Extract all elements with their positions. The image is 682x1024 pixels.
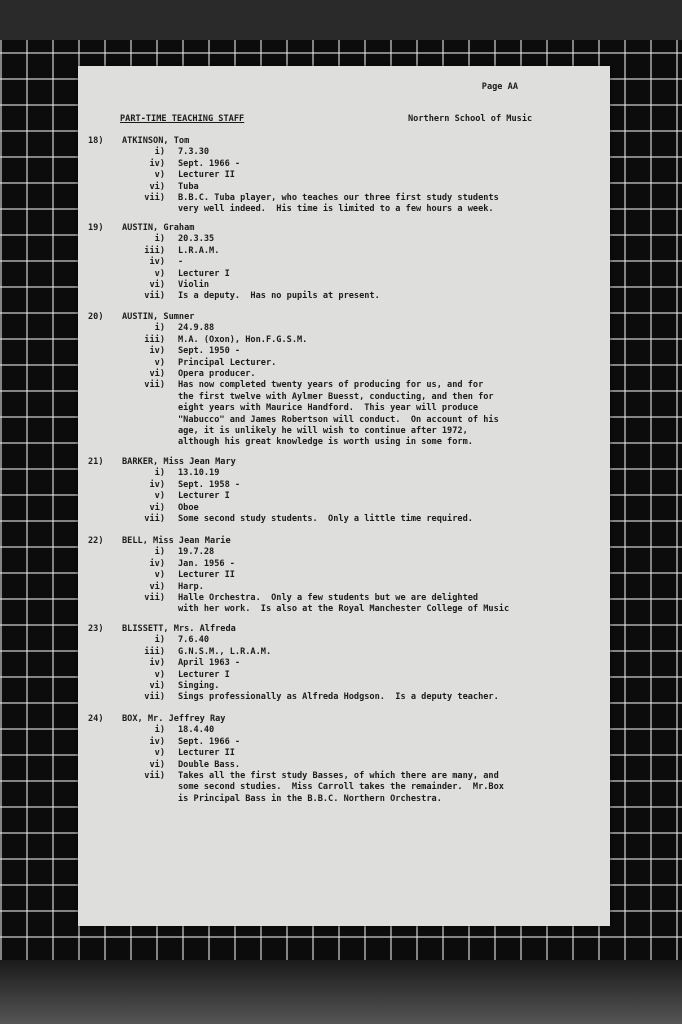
item-text: Some second study students. Only a little time required. <box>178 514 473 524</box>
entry-name: AUSTIN, Graham <box>122 223 195 233</box>
item-numeral: vii) <box>144 291 165 302</box>
entry-number: 21) <box>88 457 104 467</box>
item-numeral: iii) <box>144 646 165 657</box>
item-text: Lecturer I <box>178 491 230 502</box>
item-numeral: vi) <box>149 581 165 592</box>
item-text: Lecturer I <box>178 268 230 279</box>
item-numeral: iv) <box>149 736 165 747</box>
item-text: Halle Orchestra. Only a few students but we are delighted <box>178 593 479 603</box>
entry-number: 24) <box>88 714 104 724</box>
item-text: M.A. (Oxon), Hon.F.G.S.M. <box>178 334 308 345</box>
entry-name: BOX, Mr. Jeffrey Ray <box>122 714 226 724</box>
entry-number: 20) <box>88 312 104 322</box>
item-numeral: v) <box>154 570 165 581</box>
item-numeral: v) <box>154 268 165 279</box>
item-numeral: iv) <box>149 558 165 569</box>
backdrop-bottom <box>0 960 682 1024</box>
item-text: Lecturer II <box>178 570 235 581</box>
item-numeral: iv) <box>149 158 165 169</box>
item-numeral: i) <box>154 635 165 646</box>
entry-number: 23) <box>88 624 104 634</box>
item-numeral: i) <box>154 547 165 558</box>
item-text: 7.6.40 <box>178 635 210 646</box>
item-text: Double Bass. <box>178 759 241 770</box>
item-text: age, it is unlikely he will wish to continue after 1972, <box>178 426 468 436</box>
item-text: Sings professionally as Alfreda Hodgson. Is a deputy teacher. <box>178 692 499 703</box>
item-text: is Principal Bass in the B.B.C. Northern Orchestra. <box>178 793 442 804</box>
item-numeral: vii) <box>144 593 165 603</box>
item-numeral: v) <box>154 357 165 368</box>
item-numeral: iv) <box>149 257 165 268</box>
school-name: Northern School of Music <box>408 114 533 124</box>
entry-name: AUSTIN, Sumner <box>122 312 195 322</box>
item-text: April 1963 - <box>178 658 241 669</box>
item-text: Tuba <box>178 181 199 192</box>
page-number: Page AA <box>481 82 518 92</box>
item-text: 13.10.19 <box>178 468 220 479</box>
item-text: Singing. <box>178 681 220 691</box>
item-text: Sept. 1966 - <box>178 736 241 747</box>
item-numeral: v) <box>154 669 165 680</box>
item-numeral: vi) <box>149 280 165 290</box>
item-text: - <box>178 257 184 268</box>
item-numeral: v) <box>154 748 165 759</box>
item-text: 20.3.35 <box>178 234 215 245</box>
item-text: Jan. 1956 - <box>178 558 235 569</box>
item-numeral: iii) <box>144 334 165 345</box>
item-text: Violin <box>178 280 210 290</box>
item-numeral: i) <box>154 147 165 158</box>
item-text: Has now completed twenty years of producing for us, and for <box>178 380 484 391</box>
item-text: Takes all the first study Basses, of which there are many, and <box>178 771 499 781</box>
item-text: the first twelve with Aylmer Buesst, conducting, and then for <box>178 391 494 402</box>
item-numeral: vi) <box>149 181 165 192</box>
item-numeral: vii) <box>144 771 165 781</box>
entry-number: 22) <box>88 536 104 546</box>
entry-name: ATKINSON, Tom <box>122 136 190 146</box>
item-numeral: vii) <box>144 692 165 703</box>
entry-name: BLISSETT, Mrs. Alfreda <box>122 624 236 634</box>
item-text: 18.4.40 <box>178 725 215 736</box>
item-text: Opera producer. <box>178 369 256 379</box>
item-numeral: i) <box>154 234 165 245</box>
item-text: 7.3.30 <box>178 147 210 158</box>
entry-name: BARKER, Miss Jean Mary <box>122 457 236 467</box>
item-text: G.N.S.M., L.R.A.M. <box>178 646 272 657</box>
document-page <box>78 66 610 926</box>
item-text: Lecturer I <box>178 669 230 680</box>
item-numeral: v) <box>154 170 165 181</box>
item-text: Oboe <box>178 502 199 513</box>
item-text: with her work. Is also at the Royal Manchester College of Music <box>178 604 510 615</box>
item-numeral: vi) <box>149 502 165 513</box>
item-numeral: vii) <box>144 514 165 524</box>
item-text: Lecturer II <box>178 748 235 759</box>
item-text: "Nabucco" and James Robertson will conduct. On account of his <box>178 414 499 425</box>
item-numeral: vi) <box>149 369 165 379</box>
item-numeral: vii) <box>144 380 165 391</box>
item-text: Lecturer II <box>178 170 235 181</box>
item-text: although his great knowledge is worth using in some form. <box>178 437 473 448</box>
item-numeral: i) <box>154 725 165 736</box>
item-text: B.B.C. Tuba player, who teaches our three first study students <box>178 193 499 203</box>
item-text: Harp. <box>178 581 204 592</box>
item-numeral: iv) <box>149 658 165 669</box>
item-numeral: v) <box>154 491 165 502</box>
item-numeral: i) <box>154 468 165 479</box>
item-numeral: iv) <box>149 479 165 490</box>
item-text: Sept. 1966 - <box>178 158 241 169</box>
item-numeral: iii) <box>144 245 165 256</box>
item-numeral: vi) <box>149 759 165 770</box>
item-text: Principal Lecturer. <box>178 357 277 368</box>
entry-number: 19) <box>88 223 104 233</box>
item-text: eight years with Maurice Handford. This year will produce <box>178 403 479 414</box>
item-text: L.R.A.M. <box>178 245 220 256</box>
item-text: Sept. 1958 - <box>178 479 241 490</box>
item-text: 24.9.88 <box>178 323 215 334</box>
item-numeral: vii) <box>144 193 165 203</box>
item-text: Is a deputy. Has no pupils at present. <box>178 291 380 302</box>
item-numeral: i) <box>154 323 165 334</box>
section-title: PART-TIME TEACHING STAFF <box>120 114 245 124</box>
item-text: some second studies. Miss Carroll takes the remainder. Mr.Box <box>178 782 504 793</box>
item-text: 19.7.28 <box>178 547 215 558</box>
item-numeral: vi) <box>149 681 165 691</box>
entry-number: 18) <box>88 136 104 146</box>
item-numeral: iv) <box>149 346 165 357</box>
item-text: very well indeed. His time is limited to a few hours a week. <box>178 204 494 215</box>
entry-name: BELL, Miss Jean Marie <box>122 536 231 546</box>
item-text: Sept. 1950 - <box>178 346 241 357</box>
